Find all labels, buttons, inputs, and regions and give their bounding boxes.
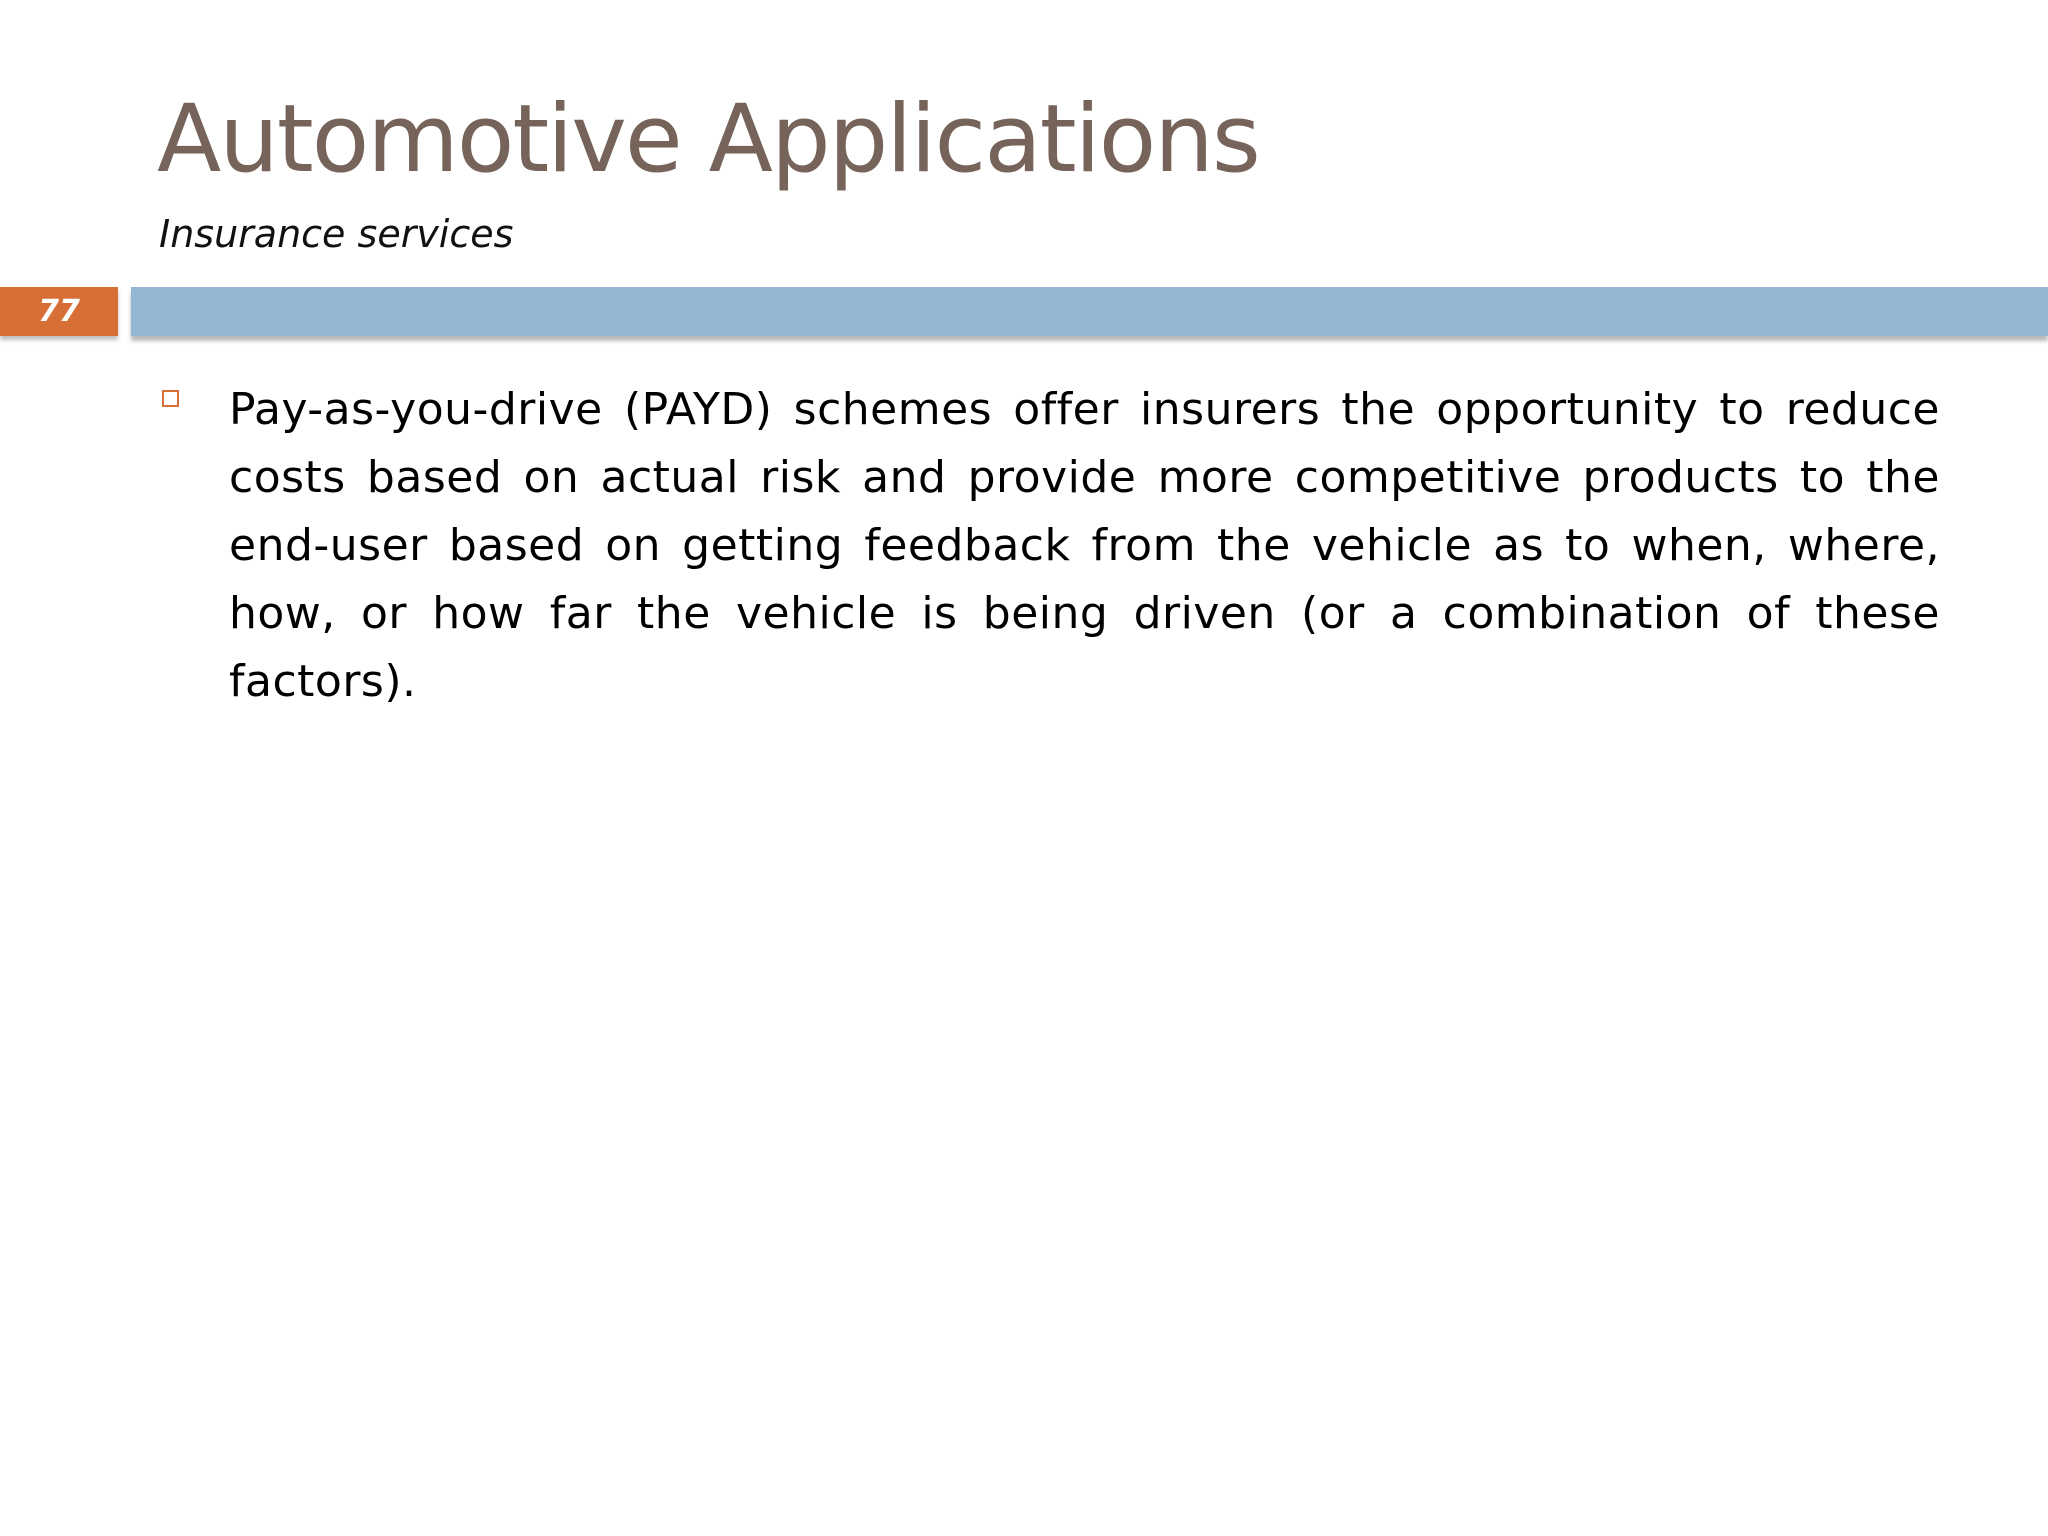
page-number-badge: 77 [0,287,118,336]
slide-subtitle: Insurance services [159,212,514,256]
bullet-item [160,376,1940,716]
slide-title: Automotive Applications [157,85,1259,194]
hollow-square-bullet-icon [162,390,179,407]
bullet-text: Pay-as-you-drive (PAYD) schemes offer insurers the opportunity to reduce costs based on actual risk and provide more competitive products to the end-user based on getting feedback from the vehicle as to when, where, how, or how far the vehicle is being driven (or a combination of these factors). [229,384,1940,707]
title-divider-bar [131,287,2048,336]
slide-content [160,376,1940,716]
